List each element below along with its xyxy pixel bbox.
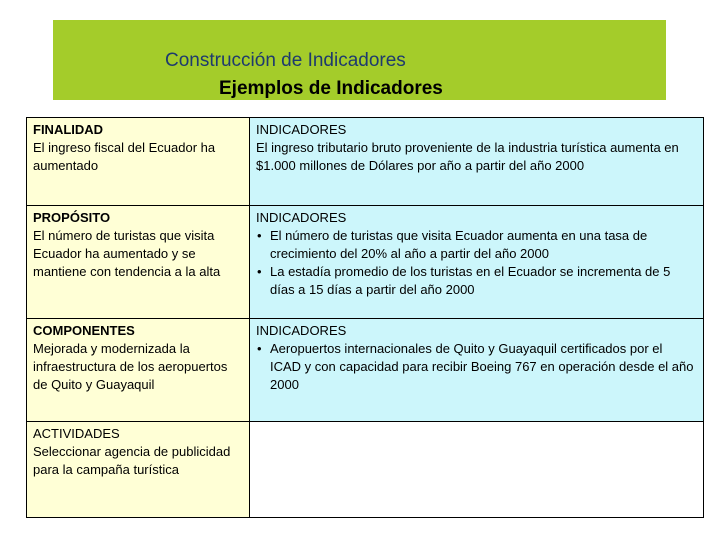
row-text: Seleccionar agencia de publicidad para la campaña turística (33, 444, 231, 477)
row-actividades-right (250, 422, 704, 518)
row-text: El número de turistas que visita Ecuador ha aumentado y se mantiene con tendencia a la alta (33, 228, 221, 279)
row-proposito-left (27, 206, 250, 319)
page-title: Construcción de Indicadores (165, 50, 406, 71)
table-row (27, 206, 704, 319)
page-subtitle: Ejemplos de Indicadores (219, 78, 443, 99)
bullet-icon: • (257, 264, 262, 279)
indicator-bullet-text: La estadía promedio de los turistas en el Ecuador se incrementa de 5 días a 15 días a partir del año 2000 (270, 264, 671, 297)
indicator-heading: INDICADORES (256, 210, 347, 225)
indicator-text: El ingreso tributario bruto proveniente de la industria turística aumenta en $1.000 millones de Dólares por año a partir del año 2000 (256, 140, 679, 173)
indicator-bullet-text: Aeropuertos internacionales de Quito y Guayaquil certificados por el ICAD y con capacidad para recibir Boeing 767 en operación desde el año 2000 (270, 341, 694, 392)
list-item (256, 340, 697, 394)
row-finalidad-right (250, 118, 704, 206)
title-banner (53, 20, 666, 100)
indicator-list (256, 227, 697, 299)
indicators-table (26, 117, 704, 518)
table-row (27, 118, 704, 206)
row-heading: COMPONENTES (33, 323, 135, 338)
row-proposito-right (250, 206, 704, 319)
bullet-icon: • (257, 341, 262, 356)
indicator-bullet-text: El número de turistas que visita Ecuador aumenta en una tasa de crecimiento del 20% al año a partir del año 2000 (270, 228, 648, 261)
indicator-heading: INDICADORES (256, 122, 347, 137)
table-row (27, 319, 704, 422)
row-componentes-left (27, 319, 250, 422)
row-componentes-right (250, 319, 704, 422)
indicator-list (256, 340, 697, 394)
row-heading: FINALIDAD (33, 122, 104, 137)
table-row (27, 422, 704, 518)
row-finalidad-left (27, 118, 250, 206)
bullet-icon: • (257, 228, 262, 243)
row-heading: ACTIVIDADES (33, 426, 120, 441)
list-item (256, 227, 697, 263)
row-actividades-left (27, 422, 250, 518)
row-text: El ingreso fiscal del Ecuador ha aumentado (33, 140, 216, 173)
row-text: Mejorada y modernizada la infraestructura de los aeropuertos de Quito y Guayaquil (33, 341, 228, 392)
list-item (256, 263, 697, 299)
indicator-heading: INDICADORES (256, 323, 347, 338)
row-heading: PROPÓSITO (33, 210, 111, 225)
